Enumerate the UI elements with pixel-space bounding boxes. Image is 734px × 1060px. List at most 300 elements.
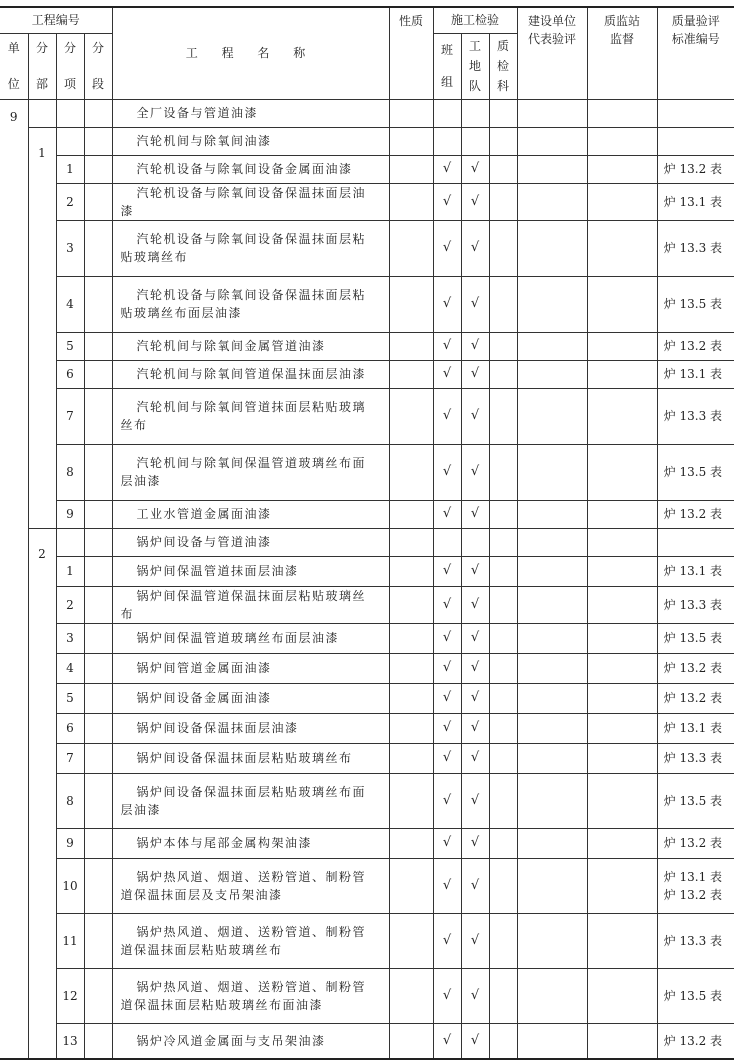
division-header: 分 部 — [28, 33, 56, 99]
supervision-cell — [587, 586, 657, 623]
standard-number: 炉 13.2 表 — [663, 661, 723, 675]
table-row — [0, 913, 734, 968]
item-number: 7 — [56, 388, 84, 444]
standard-cell — [657, 388, 734, 444]
project-name-cell: 锅炉冷风道金属面与支吊架油漆 — [112, 1023, 389, 1059]
standard-cell — [657, 500, 734, 528]
supervision-cell — [587, 528, 657, 556]
quality-dept-check — [489, 828, 517, 858]
table-row — [0, 968, 734, 1023]
standard-number: 炉 13.2 表 — [663, 887, 723, 902]
team-check: √ — [433, 653, 461, 683]
section-cell — [84, 773, 112, 828]
site-team-check — [461, 99, 489, 127]
team-header: 班 组 — [433, 33, 461, 99]
section-cell — [84, 332, 112, 360]
owner-rep-cell — [517, 653, 587, 683]
table-row — [0, 360, 734, 388]
item-number: 1 — [56, 155, 84, 183]
nature-cell — [389, 828, 433, 858]
standard-cell — [657, 528, 734, 556]
quality-dept-check — [489, 444, 517, 500]
team-check: √ — [433, 556, 461, 586]
supervision-cell — [587, 332, 657, 360]
owner-rep-cell — [517, 556, 587, 586]
owner-rep-cell — [517, 127, 587, 155]
nature-cell — [389, 444, 433, 500]
project-name-cell: 汽轮机设备与除氧间设备保温抹面层粘贴玻璃丝布面层油漆 — [112, 276, 389, 332]
nature-cell — [389, 528, 433, 556]
section-cell — [84, 968, 112, 1023]
owner-rep-cell — [517, 913, 587, 968]
team-check: √ — [433, 155, 461, 183]
project-name-cell: 汽轮机间与除氧间管道抹面层粘贴玻璃丝布 — [112, 388, 389, 444]
quality-dept-check — [489, 220, 517, 276]
standard-cell — [657, 155, 734, 183]
quality-dept-check — [489, 99, 517, 127]
team-check: √ — [433, 388, 461, 444]
standard-number: 炉 13.5 表 — [663, 631, 723, 645]
site-team-check: √ — [461, 556, 489, 586]
item-number: 1 — [56, 556, 84, 586]
section-cell — [84, 360, 112, 388]
site-team-check: √ — [461, 653, 489, 683]
owner-rep-cell — [517, 155, 587, 183]
supervision-cell — [587, 220, 657, 276]
standard-number: 炉 13.3 表 — [663, 751, 723, 765]
section-cell — [84, 500, 112, 528]
table-row — [0, 220, 734, 276]
section-cell — [84, 586, 112, 623]
standard-cell — [657, 828, 734, 858]
construction-inspection-header: 施工检验 — [433, 7, 517, 33]
standard-number: 炉 13.5 表 — [663, 988, 723, 1003]
section-cell — [84, 858, 112, 913]
nature-cell — [389, 183, 433, 220]
supervision-cell — [587, 968, 657, 1023]
team-check: √ — [433, 773, 461, 828]
site-team-check — [461, 528, 489, 556]
item-number: 8 — [56, 773, 84, 828]
project-name-cell: 全厂设备与管道油漆 — [112, 99, 389, 127]
project-name-cell: 锅炉热风道、烟道、送粉管道、制粉管道保温抹面层粘贴玻璃丝布面油漆 — [112, 968, 389, 1023]
team-check: √ — [433, 858, 461, 913]
nature-cell — [389, 968, 433, 1023]
standard-cell — [657, 276, 734, 332]
project-name-cell: 汽轮机间与除氧间管道保温抹面层油漆 — [112, 360, 389, 388]
owner-rep-cell — [517, 444, 587, 500]
team-check: √ — [433, 183, 461, 220]
project-name-cell: 锅炉热风道、烟道、送粉管道、制粉管道保温抹面层及支吊架油漆 — [112, 858, 389, 913]
nature-cell — [389, 127, 433, 155]
item-number: 2 — [56, 183, 84, 220]
item-number: 6 — [56, 360, 84, 388]
table-row — [0, 528, 734, 556]
nature-cell — [389, 99, 433, 127]
project-name-header: 工 程 名 称 — [112, 7, 389, 99]
project-name-cell: 锅炉间设备金属面油漆 — [112, 683, 389, 713]
table-row — [0, 586, 734, 623]
site-team-check: √ — [461, 586, 489, 623]
team-check: √ — [433, 360, 461, 388]
nature-cell — [389, 743, 433, 773]
item-number: 9 — [56, 500, 84, 528]
division-cell — [28, 99, 56, 127]
table-row — [0, 388, 734, 444]
quality-dept-check — [489, 528, 517, 556]
nature-cell — [389, 586, 433, 623]
quality-dept-header: 质 检 科 — [489, 33, 517, 99]
project-name-cell: 锅炉间设备保温抹面层粘贴玻璃丝布面层油漆 — [112, 773, 389, 828]
quality-dept-check — [489, 713, 517, 743]
section-cell — [84, 183, 112, 220]
site-team-check: √ — [461, 276, 489, 332]
project-name-cell: 汽轮机设备与除氧间设备保温抹面层粘贴玻璃丝布 — [112, 220, 389, 276]
site-team-check: √ — [461, 155, 489, 183]
item-number: 5 — [56, 683, 84, 713]
site-team-check: √ — [461, 968, 489, 1023]
site-team-check: √ — [461, 828, 489, 858]
project-name-cell: 锅炉热风道、烟道、送粉管道、制粉管道保温抹面层粘贴玻璃丝布 — [112, 913, 389, 968]
standard-number: 炉 13.2 表 — [663, 836, 723, 850]
standard-number: 炉 13.3 表 — [663, 933, 723, 948]
item-number: 6 — [56, 713, 84, 743]
standard-number: 炉 13.3 表 — [663, 409, 723, 423]
table-row — [0, 1023, 734, 1059]
standard-number: 炉 13.2 表 — [663, 1033, 723, 1048]
project-name-cell: 锅炉间保温管道抹面层油漆 — [112, 556, 389, 586]
item-number: 11 — [56, 913, 84, 968]
project-name-cell: 锅炉间保温管道玻璃丝布面层油漆 — [112, 623, 389, 653]
team-check: √ — [433, 444, 461, 500]
item-number: 4 — [56, 276, 84, 332]
table-row — [0, 858, 734, 913]
section-cell — [84, 127, 112, 155]
team-check: √ — [433, 683, 461, 713]
supervision-cell — [587, 444, 657, 500]
supervision-cell — [587, 183, 657, 220]
team-check: √ — [433, 1023, 461, 1059]
supervision-cell — [587, 653, 657, 683]
standard-cell — [657, 332, 734, 360]
section-cell — [84, 623, 112, 653]
owner-rep-cell — [517, 1023, 587, 1059]
item-number — [56, 528, 84, 556]
nature-cell — [389, 360, 433, 388]
owner-rep-cell — [517, 713, 587, 743]
standard-number: 炉 13.1 表 — [663, 564, 723, 578]
owner-rep-cell — [517, 586, 587, 623]
site-team-check: √ — [461, 623, 489, 653]
quality-dept-check — [489, 360, 517, 388]
project-name-cell: 锅炉间管道金属面油漆 — [112, 653, 389, 683]
site-team-check: √ — [461, 683, 489, 713]
owner-rep-cell — [517, 773, 587, 828]
section-cell — [84, 743, 112, 773]
table-row — [0, 623, 734, 653]
team-check: √ — [433, 713, 461, 743]
owner-rep-cell — [517, 828, 587, 858]
standard-cell — [657, 858, 734, 913]
table-row — [0, 444, 734, 500]
quality-dept-check — [489, 773, 517, 828]
quality-dept-check — [489, 858, 517, 913]
nature-cell — [389, 556, 433, 586]
nature-cell — [389, 220, 433, 276]
supervision-cell — [587, 713, 657, 743]
project-name-cell: 锅炉间设备保温抹面层粘贴玻璃丝布 — [112, 743, 389, 773]
standard-number: 炉 13.2 表 — [663, 507, 723, 521]
unit-header: 单 位 — [0, 33, 28, 99]
nature-cell — [389, 683, 433, 713]
standard-number: 炉 13.3 表 — [663, 597, 723, 612]
section-cell — [84, 155, 112, 183]
supervision-cell — [587, 360, 657, 388]
quality-dept-check — [489, 388, 517, 444]
team-check: √ — [433, 220, 461, 276]
standard-cell — [657, 183, 734, 220]
owner-rep-cell — [517, 388, 587, 444]
project-name-cell: 锅炉间保温管道保温抹面层粘贴玻璃丝布 — [112, 586, 389, 623]
standard-number: 炉 13.2 表 — [663, 691, 723, 705]
owner-rep-cell — [517, 968, 587, 1023]
table-row — [0, 683, 734, 713]
project-name-cell: 汽轮机间与除氧间油漆 — [112, 127, 389, 155]
standard-number: 炉 13.2 表 — [663, 162, 723, 176]
nature-cell — [389, 773, 433, 828]
standard-number: 炉 13.5 表 — [663, 793, 723, 808]
owner-rep-cell — [517, 500, 587, 528]
supervision-cell — [587, 155, 657, 183]
item-number: 7 — [56, 743, 84, 773]
supervision-header: 质监站 监督 — [587, 7, 657, 99]
site-team-check: √ — [461, 743, 489, 773]
owner-rep-cell — [517, 528, 587, 556]
supervision-cell — [587, 858, 657, 913]
item-number: 3 — [56, 220, 84, 276]
table-row — [0, 183, 734, 220]
nature-cell — [389, 653, 433, 683]
item-header: 分 项 — [56, 33, 84, 99]
standard-number: 炉 13.1 表 — [663, 869, 723, 884]
standard-cell — [657, 623, 734, 653]
standard-no-header: 质量验评 标准编号 — [657, 7, 734, 99]
section-cell — [84, 556, 112, 586]
supervision-cell — [587, 683, 657, 713]
table-row — [0, 127, 734, 155]
nature-cell — [389, 713, 433, 743]
owner-rep-cell — [517, 332, 587, 360]
section-cell — [84, 828, 112, 858]
site-team-check: √ — [461, 360, 489, 388]
project-name-cell: 锅炉本体与尾部金属构架油漆 — [112, 828, 389, 858]
quality-dept-check — [489, 683, 517, 713]
supervision-cell — [587, 127, 657, 155]
supervision-cell — [587, 276, 657, 332]
item-number: 2 — [56, 586, 84, 623]
nature-cell — [389, 1023, 433, 1059]
supervision-cell — [587, 500, 657, 528]
standard-cell — [657, 653, 734, 683]
table-row — [0, 276, 734, 332]
quality-dept-check — [489, 1023, 517, 1059]
team-check: √ — [433, 828, 461, 858]
site-team-check: √ — [461, 913, 489, 968]
owner-rep-cell — [517, 183, 587, 220]
quality-dept-check — [489, 743, 517, 773]
table-row — [0, 828, 734, 858]
standard-number: 炉 13.1 表 — [663, 367, 723, 381]
team-check: √ — [433, 743, 461, 773]
item-number — [56, 127, 84, 155]
item-number: 10 — [56, 858, 84, 913]
project-name-cell: 工业水管道金属面油漆 — [112, 500, 389, 528]
project-code-header: 工程编号 — [0, 7, 112, 33]
team-check — [433, 99, 461, 127]
section-cell — [84, 653, 112, 683]
division-number: 2 — [28, 528, 56, 1059]
standard-number: 炉 13.5 表 — [663, 465, 723, 479]
standard-cell — [657, 360, 734, 388]
owner-rep-cell — [517, 858, 587, 913]
project-name-cell: 汽轮机设备与除氧间设备金属面油漆 — [112, 155, 389, 183]
table-row — [0, 155, 734, 183]
owner-rep-cell — [517, 683, 587, 713]
quality-dept-check — [489, 127, 517, 155]
standard-cell — [657, 968, 734, 1023]
team-check: √ — [433, 276, 461, 332]
project-name-cell: 锅炉间设备保温抹面层油漆 — [112, 713, 389, 743]
team-check: √ — [433, 586, 461, 623]
standard-number: 炉 13.1 表 — [663, 721, 723, 735]
standard-number: 炉 13.3 表 — [663, 241, 723, 255]
item-number: 5 — [56, 332, 84, 360]
item-number: 9 — [56, 828, 84, 858]
nature-cell — [389, 623, 433, 653]
quality-dept-check — [489, 913, 517, 968]
table-row — [0, 713, 734, 743]
quality-dept-check — [489, 155, 517, 183]
site-team-check: √ — [461, 388, 489, 444]
quality-dept-check — [489, 183, 517, 220]
site-team-check: √ — [461, 500, 489, 528]
standard-cell — [657, 586, 734, 623]
standard-cell — [657, 99, 734, 127]
project-name-cell: 汽轮机设备与除氧间设备保温抹面层油漆 — [112, 183, 389, 220]
standard-cell — [657, 773, 734, 828]
supervision-cell — [587, 773, 657, 828]
standard-number: 炉 13.2 表 — [663, 339, 723, 353]
site-team-check: √ — [461, 713, 489, 743]
quality-dept-check — [489, 968, 517, 1023]
quality-dept-check — [489, 500, 517, 528]
item-number — [56, 99, 84, 127]
standard-cell — [657, 913, 734, 968]
owner-rep-cell — [517, 276, 587, 332]
project-name-cell: 汽轮机间与除氧间金属管道油漆 — [112, 332, 389, 360]
team-check: √ — [433, 913, 461, 968]
section-cell — [84, 913, 112, 968]
team-check: √ — [433, 332, 461, 360]
item-number: 4 — [56, 653, 84, 683]
nature-header: 性质 — [389, 7, 433, 99]
standard-cell — [657, 713, 734, 743]
nature-cell — [389, 500, 433, 528]
site-team-header: 工 地 队 — [461, 33, 489, 99]
standard-cell — [657, 683, 734, 713]
site-team-check: √ — [461, 220, 489, 276]
item-number: 12 — [56, 968, 84, 1023]
nature-cell — [389, 388, 433, 444]
division-number: 1 — [28, 127, 56, 528]
table-row — [0, 99, 734, 127]
table-row — [0, 773, 734, 828]
owner-rep-cell — [517, 99, 587, 127]
item-number: 8 — [56, 444, 84, 500]
site-team-check: √ — [461, 444, 489, 500]
site-team-check: √ — [461, 183, 489, 220]
site-team-check: √ — [461, 332, 489, 360]
quality-dept-check — [489, 276, 517, 332]
quality-dept-check — [489, 623, 517, 653]
site-team-check — [461, 127, 489, 155]
owner-rep-cell — [517, 623, 587, 653]
unit-number: 9 — [0, 99, 28, 1059]
table-row — [0, 653, 734, 683]
quality-dept-check — [489, 332, 517, 360]
section-cell — [84, 683, 112, 713]
supervision-cell — [587, 623, 657, 653]
quality-dept-check — [489, 556, 517, 586]
section-cell — [84, 1023, 112, 1059]
project-name-cell: 锅炉间设备与管道油漆 — [112, 528, 389, 556]
supervision-cell — [587, 828, 657, 858]
table-row — [0, 743, 734, 773]
quality-dept-check — [489, 653, 517, 683]
supervision-cell — [587, 99, 657, 127]
standard-cell — [657, 127, 734, 155]
nature-cell — [389, 276, 433, 332]
quality-dept-check — [489, 586, 517, 623]
section-cell — [84, 528, 112, 556]
supervision-cell — [587, 913, 657, 968]
owner-rep-header: 建设单位 代表验评 — [517, 7, 587, 99]
project-name-cell: 汽轮机间与除氧间保温管道玻璃丝布面层油漆 — [112, 444, 389, 500]
section-header: 分 段 — [84, 33, 112, 99]
owner-rep-cell — [517, 743, 587, 773]
team-check: √ — [433, 623, 461, 653]
site-team-check: √ — [461, 858, 489, 913]
team-check: √ — [433, 500, 461, 528]
section-cell — [84, 99, 112, 127]
section-cell — [84, 276, 112, 332]
standard-cell — [657, 556, 734, 586]
standard-cell — [657, 743, 734, 773]
site-team-check: √ — [461, 773, 489, 828]
nature-cell — [389, 155, 433, 183]
standard-number: 炉 13.1 表 — [663, 194, 723, 209]
item-number: 13 — [56, 1023, 84, 1059]
site-team-check: √ — [461, 1023, 489, 1059]
standard-number: 炉 13.5 表 — [663, 297, 723, 311]
standard-cell — [657, 444, 734, 500]
section-cell — [84, 220, 112, 276]
nature-cell — [389, 332, 433, 360]
nature-cell — [389, 913, 433, 968]
table-row — [0, 556, 734, 586]
team-check — [433, 127, 461, 155]
nature-cell — [389, 858, 433, 913]
